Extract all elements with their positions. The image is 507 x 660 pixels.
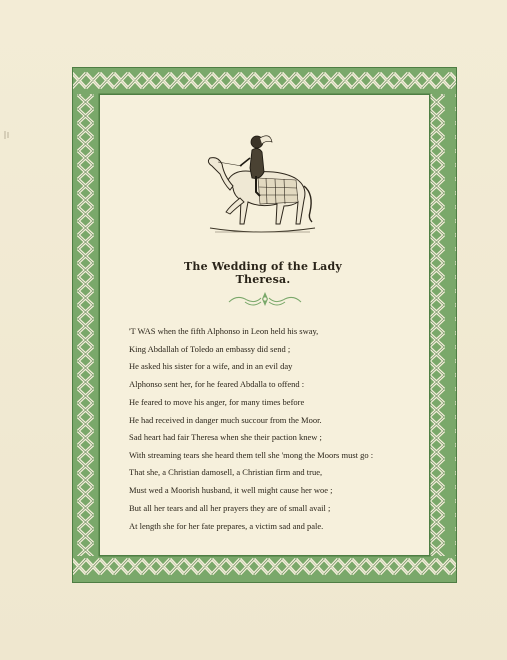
poem-line: 'T WAS when the fifth Alphonso in Leon held his sway, — [129, 326, 319, 336]
poem-line: He feared to move his anger, for many times before — [129, 396, 305, 407]
poem-title: The Wedding of the Lady Theresa. — [184, 260, 342, 286]
knight-on-horseback-icon — [200, 128, 320, 240]
poem-line: He asked his sister for a wife, and in an evil day — [129, 361, 293, 372]
poem-line: At length she for her fate prepares, a victim sad and pale. — [129, 520, 324, 531]
stanza — [129, 323, 449, 429]
poem-line: Sad heart had fair Theresa when she their paction knew ; — [129, 432, 322, 442]
stanza — [129, 429, 449, 535]
poem-line: That she, a Christian damosell, a Christian firm and true, — [129, 467, 323, 478]
margin-mark — [3, 127, 11, 137]
decorative-flourish-icon — [225, 288, 305, 310]
poem-line: With streaming tears she heard them tell she 'mong the Moors must go : — [129, 449, 374, 460]
poem-line: But all her tears and all her prayers they are of small avail ; — [129, 502, 331, 513]
poem-line: Alphonso sent her, for he feared Abdalla to offend : — [129, 379, 305, 390]
poem-line: He had received in danger much succour from the Moor. — [129, 414, 322, 425]
poem-line: Must wed a Moorish husband, it well might cause her woe ; — [129, 485, 333, 496]
poem-line: King Abdallah of Toledo an embassy did send ; — [129, 343, 291, 354]
